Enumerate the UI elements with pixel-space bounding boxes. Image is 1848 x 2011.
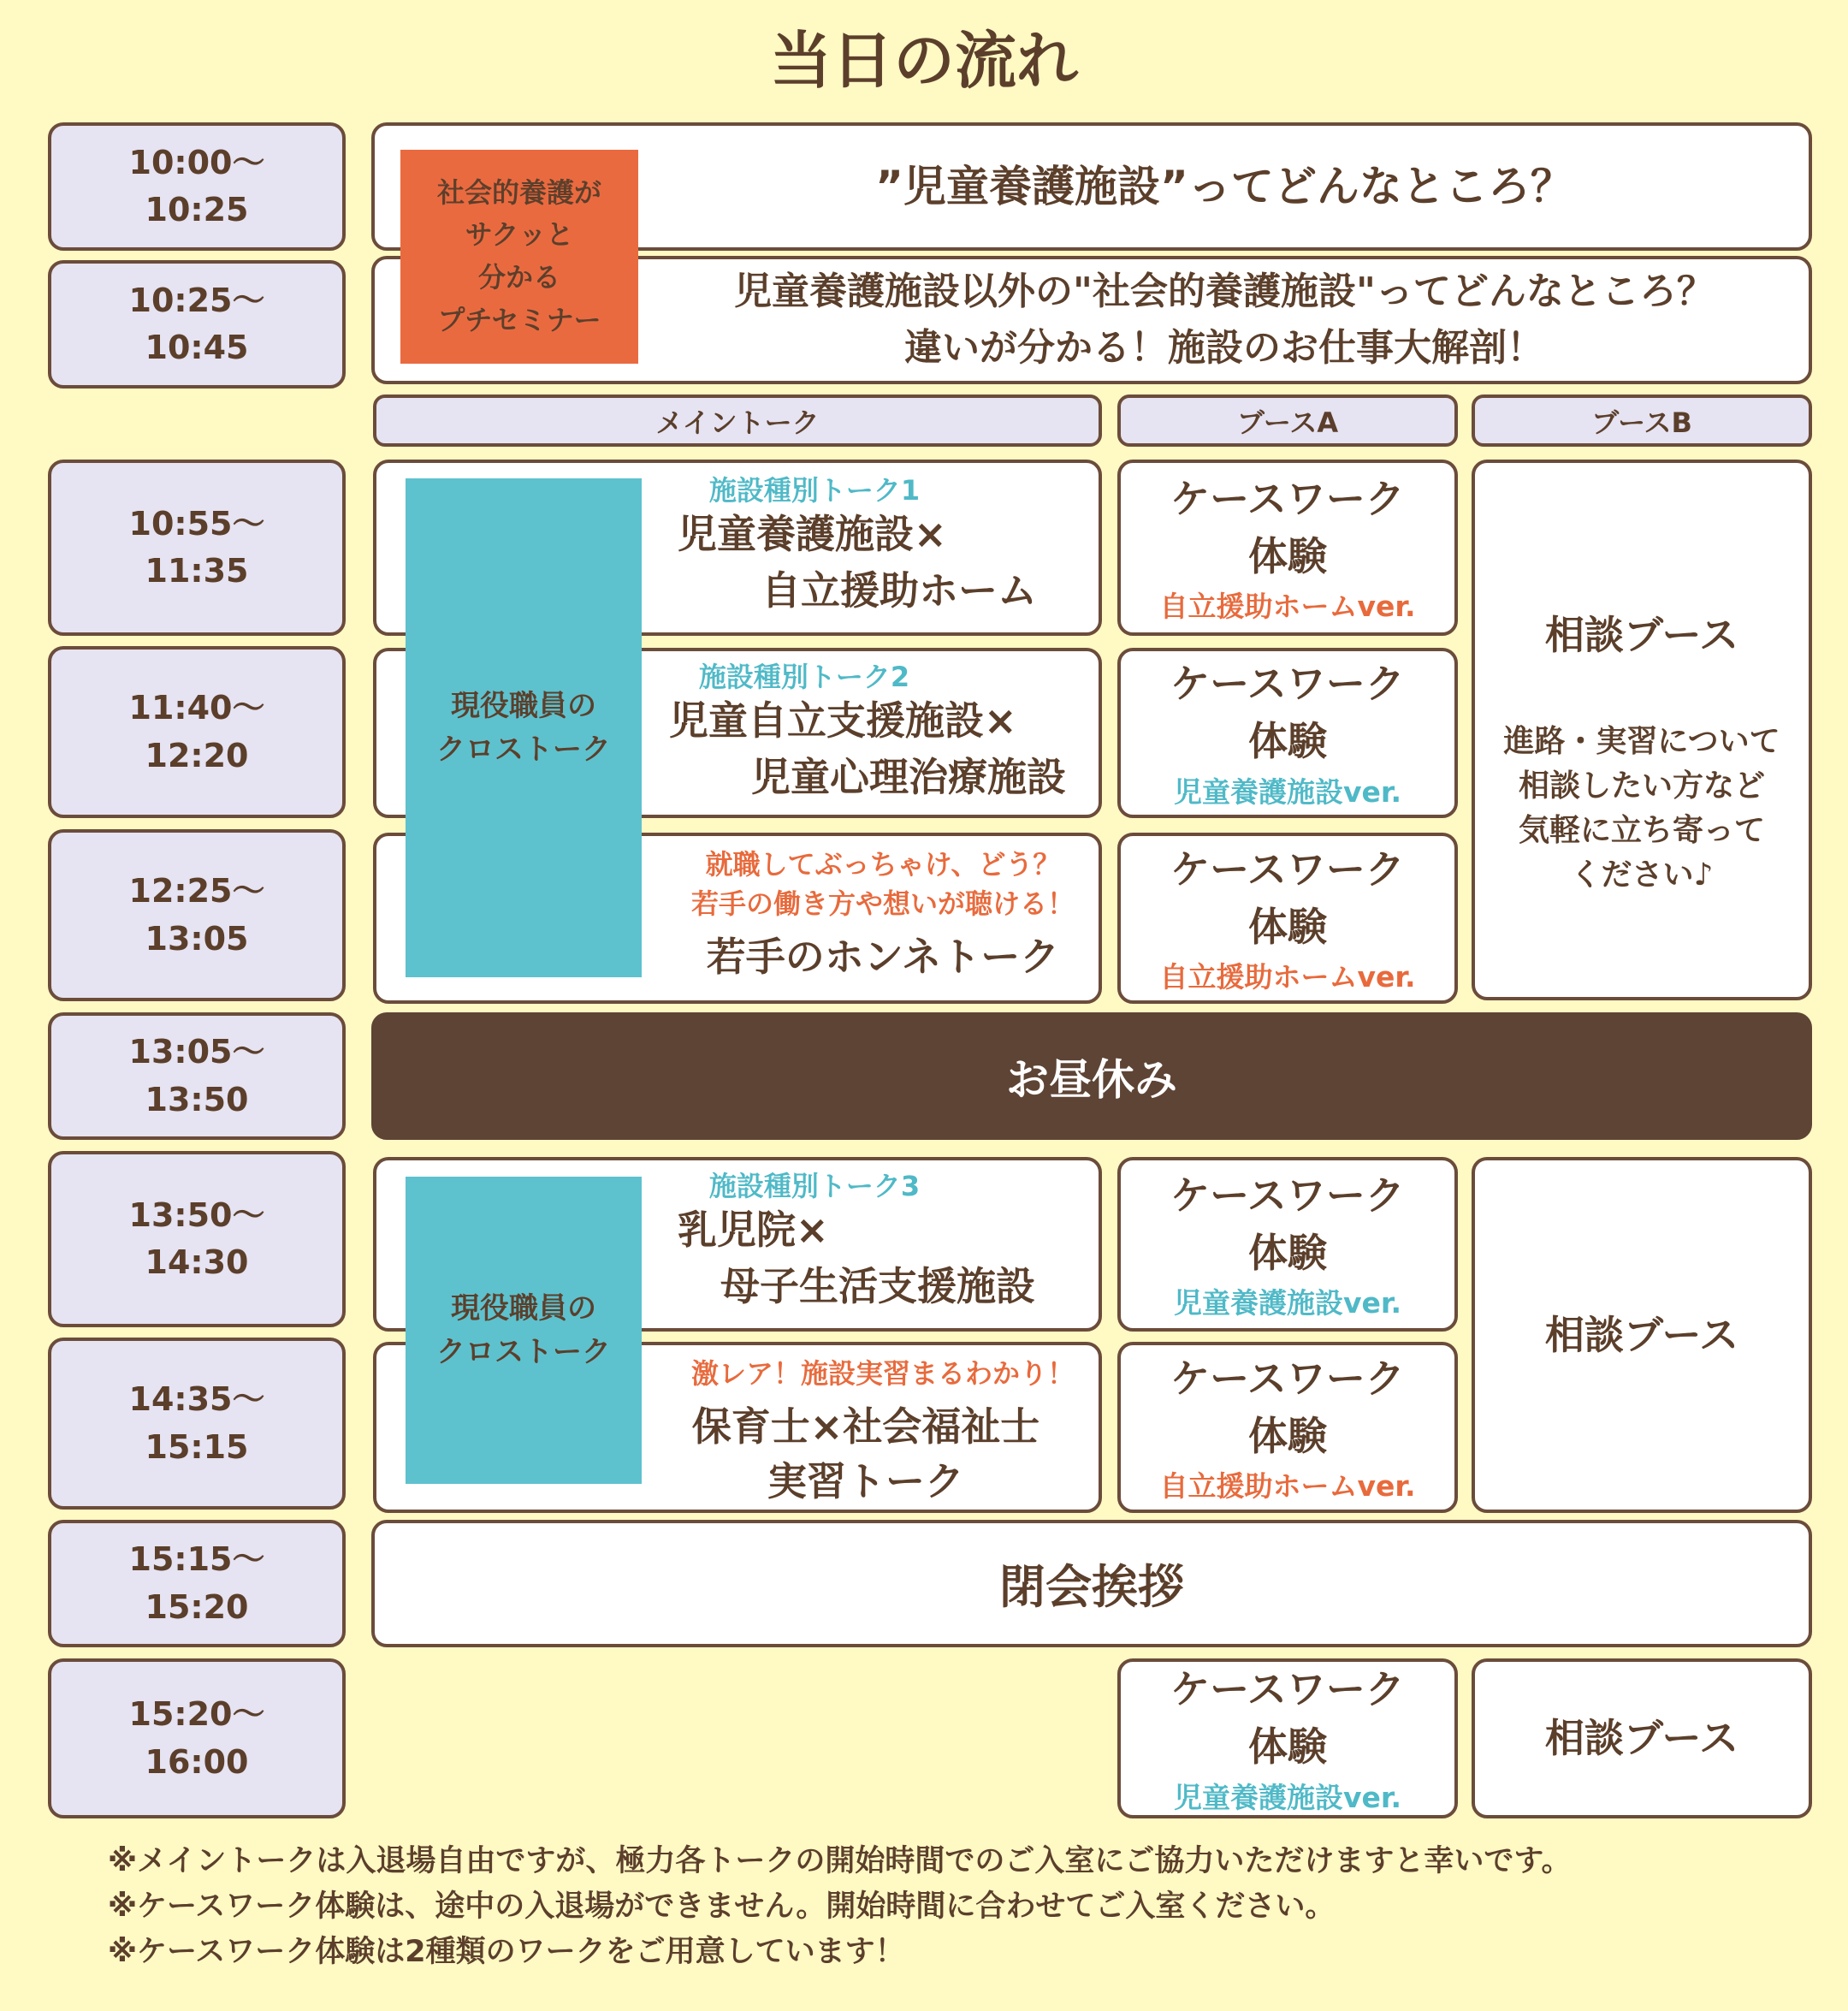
talk-line-2: 母子生活支援施設	[720, 1263, 1035, 1309]
time-end: 16:00	[145, 1742, 249, 1781]
casework-card-1	[1117, 460, 1458, 636]
time-end: 15:20	[145, 1587, 249, 1626]
talk-tag: 激レア！施設実習まるわかり！	[690, 1357, 1075, 1390]
casework-title: ケースワーク	[1170, 1355, 1405, 1402]
time-start: 11:40〜	[128, 689, 265, 727]
casework-title: ケースワーク	[1170, 1172, 1405, 1219]
time-end: 13:05	[145, 919, 249, 958]
page-title: 当日の流れ	[769, 25, 1078, 97]
note-line: ※ケースワーク体験は、途中の入退場ができません。開始時間に合わせてご入室ください。	[108, 1889, 1336, 1924]
column-header-booth-b: ブースB	[1472, 394, 1812, 447]
casework-version: 児童養護施設ver.	[1174, 1286, 1401, 1320]
consult-booth-afternoon	[1472, 1157, 1812, 1513]
time-end: 13:50	[145, 1080, 249, 1118]
casework-title: ケースワーク	[1170, 661, 1405, 708]
talk-tag: 施設種別トーク3	[708, 1170, 921, 1202]
crosstalk-line: 現役職員の	[451, 688, 596, 723]
time-slot-10	[48, 1658, 346, 1818]
crosstalk-label-morning	[406, 478, 642, 977]
time-end: 12:20	[145, 736, 249, 774]
time-start: 10:25〜	[128, 281, 265, 319]
consult-description	[1475, 720, 1809, 898]
notes	[108, 1839, 1836, 1975]
time-slot-7	[48, 1151, 346, 1327]
seminar-title-2b: 違いが分かる！施設のお仕事大解剖！	[904, 326, 1544, 370]
time-start: 10:55〜	[128, 504, 265, 543]
time-slot-3	[48, 460, 346, 636]
casework-card-3	[1117, 833, 1458, 1004]
casework-card-2	[1117, 648, 1458, 818]
seminar-title-2a: 児童養護施設以外の"社会的養護施設"ってどんなところ？	[734, 270, 1715, 313]
time-end: 10:45	[145, 329, 249, 366]
seminar-label-line: プチセミナー	[437, 303, 601, 336]
consult-desc-line: ください♪	[1570, 857, 1714, 893]
time-start: 13:05〜	[128, 1033, 265, 1071]
time-end: 10:25	[145, 191, 249, 228]
time-slot-1	[48, 122, 346, 251]
casework-card-5	[1117, 1342, 1458, 1513]
crosstalk-line: 現役職員の	[451, 1290, 596, 1326]
time-start: 10:00〜	[128, 143, 265, 181]
talk-line-2: 自立援助ホーム	[761, 567, 1037, 614]
time-start: 15:20〜	[128, 1695, 265, 1734]
time-end: 15:15	[145, 1427, 249, 1466]
time-end: 14:30	[145, 1243, 249, 1281]
casework-title: ケースワーク	[1170, 1666, 1405, 1713]
seminar-label-line: 分かる	[477, 261, 560, 294]
consult-desc-line: 相談したい方など	[1518, 768, 1765, 804]
seminar-label-line: サクッと	[465, 218, 574, 252]
time-slot-5	[48, 829, 346, 1001]
seminar-label	[400, 150, 638, 364]
consult-desc-line: 気軽に立ち寄って	[1518, 813, 1765, 848]
seminar-title-1: ”児童養護施設”ってどんなところ？	[875, 161, 1573, 211]
consult-booth-morning	[1472, 460, 1812, 1000]
talk-line-1: 保育士×社会福祉士	[691, 1403, 1040, 1450]
casework-subtitle: 体験	[1248, 903, 1327, 950]
note-line: ※メイントークは入退場自由ですが、極力各トークの開始時間でのご入室にご協力いただけますと幸いです。	[108, 1844, 1572, 1878]
time-start: 13:50〜	[128, 1195, 265, 1234]
seminar-label-line: 社会的養護が	[436, 175, 601, 209]
closing-remarks	[371, 1520, 1812, 1647]
casework-card-4	[1117, 1157, 1458, 1332]
talk-line-1: 乳児院×	[678, 1207, 829, 1253]
time-start: 14:35〜	[128, 1380, 265, 1419]
crosstalk-line: クロストーク	[436, 732, 611, 767]
time-slot-2	[48, 260, 346, 389]
talk-tag	[678, 845, 1088, 924]
consult-booth-final	[1472, 1658, 1812, 1818]
talk-line-1: 児童養護施設×	[678, 511, 947, 557]
talk-tag: 施設種別トーク1	[708, 474, 921, 507]
casework-title: ケースワーク	[1170, 845, 1405, 893]
casework-subtitle: 体験	[1248, 1229, 1327, 1276]
column-header-main-talk: メイントーク	[373, 394, 1102, 447]
consult-title: 相談ブース	[1544, 1311, 1739, 1358]
consult-title: 相談ブース	[1544, 612, 1739, 658]
casework-version: 自立援助ホームver.	[1159, 1469, 1416, 1504]
talk-tag: 施設種別トーク2	[698, 661, 910, 693]
talk-tag-line: 若手の働き方や想いが聴ける！	[690, 887, 1075, 921]
note-line: ※ケースワーク体験は2種類のワークをご用意しています！	[108, 1935, 905, 1969]
casework-subtitle: 体験	[1248, 1412, 1327, 1459]
talk-line-2: 児童心理治療施設	[751, 754, 1066, 800]
time-end: 11:35	[145, 552, 249, 590]
crosstalk-line: クロストーク	[436, 1334, 611, 1369]
closing-title: 閉会挨拶	[999, 1560, 1184, 1614]
casework-version: 児童養護施設ver.	[1174, 1780, 1401, 1814]
consult-desc-line: 進路・実習について	[1503, 724, 1780, 759]
time-start: 12:25〜	[128, 872, 265, 911]
consult-title: 相談ブース	[1544, 1715, 1739, 1762]
talk-line-1: 若手のホンネトーク	[706, 934, 1060, 980]
casework-card-6	[1117, 1658, 1458, 1818]
time-slot-4	[48, 646, 346, 818]
column-header-booth-a: ブースA	[1117, 394, 1458, 447]
talk-line-1: 児童自立支援施設×	[669, 697, 1017, 744]
casework-title: ケースワーク	[1170, 475, 1405, 522]
casework-subtitle: 体験	[1248, 1723, 1327, 1770]
crosstalk-label-afternoon	[406, 1177, 642, 1484]
time-slot-6	[48, 1012, 346, 1140]
casework-subtitle: 体験	[1248, 532, 1327, 579]
casework-version: 自立援助ホームver.	[1159, 590, 1416, 624]
casework-version: 自立援助ホームver.	[1159, 960, 1416, 994]
time-slot-8	[48, 1338, 346, 1510]
casework-version: 児童養護施設ver.	[1174, 774, 1401, 809]
casework-subtitle: 体験	[1248, 718, 1327, 764]
time-slot-9	[48, 1520, 346, 1647]
time-start: 15:15〜	[128, 1540, 265, 1579]
talk-line-2: 実習トーク	[767, 1458, 964, 1504]
lunch-break: お昼休み	[371, 1012, 1812, 1140]
talk-tag-line: 就職してぶっちゃけ、どう？	[705, 848, 1061, 881]
